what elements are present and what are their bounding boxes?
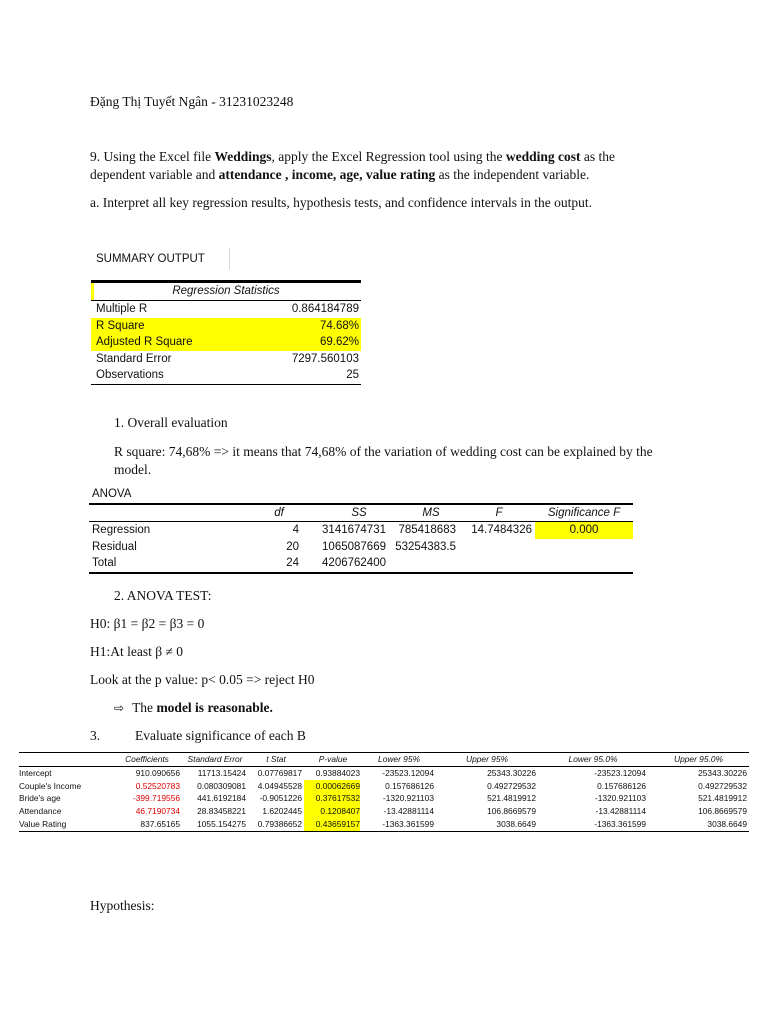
null-hypothesis: H0: β1 = β2 = β3 = 0	[90, 616, 205, 631]
summary-value: 69.62%	[319, 336, 359, 348]
question-line-2	[90, 166, 589, 184]
coefficients-table	[19, 752, 749, 832]
summary-row	[91, 301, 361, 318]
anova-ms: 53254383.5	[395, 540, 456, 553]
anova-df: 4	[292, 524, 299, 536]
question-text-4: dependent variable and	[90, 167, 219, 182]
question-text-5: as the independent variable.	[435, 167, 590, 182]
coef-header: t Stat	[266, 754, 286, 764]
section-2-heading: 2. ANOVA TEST:	[114, 588, 212, 603]
coef-upper-95-0: 25343.30226	[698, 767, 747, 778]
anova-table	[89, 486, 633, 574]
anova-header-df: df	[274, 506, 284, 519]
question-independent-vars: attendance , income, age, value rating	[218, 167, 436, 182]
summary-header-row	[91, 283, 361, 301]
coef-lower-95-0: -1363.361599	[594, 818, 646, 829]
coef-std-error: 1055.154275	[197, 818, 246, 829]
anova-row	[89, 539, 633, 556]
summary-header: Regression Statistics	[172, 285, 280, 297]
author-line: Đặng Thị Tuyết Ngân - 31231023248	[90, 94, 294, 109]
coef-p-value: 0.37617532	[304, 792, 360, 805]
coef-lower-95: -1320.921103	[382, 793, 434, 804]
coef-upper-95-0: 521.4819912	[698, 793, 747, 804]
anova-header-ms: MS	[422, 506, 440, 519]
coef-p-value: 0.1208407	[304, 805, 360, 818]
summary-value: 25	[346, 369, 359, 381]
coef-upper-95: 521.4819912	[487, 793, 536, 804]
coef-upper-95: 0.492729532	[487, 780, 536, 791]
coef-variable: Value Rating	[19, 818, 67, 829]
coef-lower-95-0: -23523.12094	[594, 767, 646, 778]
coef-t-stat: 0.79386652	[257, 818, 302, 829]
coef-upper-95-0: 3038.6649	[707, 818, 747, 829]
anova-significance-f: 0.000	[535, 522, 633, 539]
coef-row	[19, 805, 749, 818]
section-3-heading: Evaluate significance of each B	[135, 728, 306, 743]
anova-df: 20	[286, 540, 299, 553]
anova-row	[89, 522, 633, 539]
anova-source: Residual	[92, 540, 137, 553]
coef-variable: Intercept	[19, 767, 52, 778]
coef-upper-95: 25343.30226	[487, 767, 536, 778]
coef-value: 837.65165	[140, 818, 180, 829]
coef-upper-95: 3038.6649	[496, 818, 536, 829]
coef-lower-95: -1363.361599	[382, 818, 434, 829]
p-value-rule: Look at the p value: p< 0.05 => reject H0	[90, 672, 315, 687]
coef-lower-95: -23523.12094	[382, 767, 434, 778]
anova-title-row	[89, 486, 633, 503]
question-text-3: as the	[580, 149, 615, 164]
summary-label: Adjusted R Square	[96, 336, 193, 348]
coef-t-stat: 1.6202445	[262, 806, 302, 817]
summary-title-row	[91, 248, 230, 270]
anova-ss: 1065087669	[322, 540, 386, 553]
coef-row	[19, 767, 749, 780]
coef-value: -399.719556	[132, 793, 180, 804]
hypothesis-label: Hypothesis:	[90, 898, 155, 913]
anova-ss: 4206762400	[322, 557, 386, 569]
question-text-1: Using the Excel file	[100, 149, 215, 164]
arrow-icon: ⇨	[114, 701, 125, 715]
anova-header-significance-f: Significance F	[547, 506, 621, 519]
coef-lower-95-0: -1320.921103	[594, 793, 646, 804]
coef-t-stat: -0.9051226	[259, 793, 302, 804]
coef-lower-95-0: 0.157686126	[597, 780, 646, 791]
section-1-heading: 1. Overall evaluation	[114, 415, 228, 430]
coef-std-error: 11713.15424	[197, 767, 246, 778]
summary-value: 7297.560103	[291, 352, 359, 365]
part-a-instruction: a. Interpret all key regression results, hypothesis tests, and confidence intervals in the output.	[90, 195, 592, 210]
coef-header: Upper 95.0%	[674, 754, 723, 764]
coef-variable: Couple's Income	[19, 780, 82, 791]
anova-ms: 785418683	[398, 524, 456, 536]
question-number: 9.	[90, 149, 101, 164]
coef-header: Standard Error	[187, 754, 243, 764]
summary-output-table	[91, 248, 361, 385]
coef-row	[19, 818, 749, 832]
anova-source: Total	[92, 557, 117, 569]
anova-ss: 3141674731	[322, 524, 386, 536]
coef-std-error: 0.080309081	[197, 780, 246, 791]
summary-label: R Square	[96, 319, 145, 332]
question-text-2: , apply the Excel Regression tool using the	[271, 149, 506, 164]
conclusion-prefix: The	[132, 700, 157, 715]
coef-row	[19, 792, 749, 805]
summary-row	[91, 334, 361, 351]
coef-variable: Attendance	[19, 806, 62, 817]
coef-p-value: 0.00062669	[304, 780, 360, 793]
summary-value: 74.68%	[319, 319, 359, 332]
coef-header: Upper 95%	[466, 754, 508, 764]
summary-row	[91, 367, 361, 385]
summary-row	[91, 318, 361, 335]
question-line-1	[90, 148, 615, 166]
coef-std-error: 28.83458221	[197, 806, 246, 817]
summary-label: Observations	[96, 369, 164, 381]
coef-upper-95-0: 106.8669579	[698, 806, 747, 817]
summary-title: SUMMARY OUTPUT	[96, 253, 205, 265]
summary-label: Multiple R	[96, 303, 148, 315]
alternative-hypothesis: H1:At least β ≠ 0	[90, 644, 184, 659]
conclusion-line	[114, 699, 273, 717]
anova-header-f: F	[495, 506, 503, 519]
anova-f: 14.7484326	[471, 524, 532, 536]
section-3-number: 3.	[90, 728, 101, 743]
section-1-text: R square: 74,68% => it means that 74,68% of the variation of wedding cost can be explained by the model.	[114, 444, 653, 477]
anova-header-ss: SS	[351, 506, 367, 519]
anova-header-row	[89, 503, 633, 523]
coef-lower-95-0: -13.42881114	[595, 806, 646, 817]
coef-t-stat: 4.04945528	[257, 780, 302, 791]
coef-lower-95: 0.157686126	[385, 780, 434, 791]
coef-value: 0.52520783	[135, 780, 180, 791]
coef-variable: Bride's age	[19, 793, 61, 804]
coef-t-stat: 0.07769817	[257, 767, 302, 778]
coef-header: Coefficients	[125, 754, 169, 764]
question-file-name: Weddings	[214, 149, 272, 164]
coef-value: 910.090656	[135, 767, 180, 778]
coef-upper-95-0: 0.492729532	[698, 780, 747, 791]
coef-lower-95: -13.42881114	[383, 806, 434, 817]
coef-header-row	[19, 752, 749, 767]
coef-row	[19, 780, 749, 793]
conclusion-text: model is reasonable.	[156, 700, 273, 715]
anova-row	[89, 555, 633, 574]
anova-title: ANOVA	[92, 488, 132, 500]
summary-row	[91, 351, 361, 368]
question-dependent-var: wedding cost	[505, 149, 581, 164]
coef-std-error: 441.6192184	[197, 793, 246, 804]
anova-df: 24	[286, 557, 299, 569]
coef-upper-95: 106.8669579	[487, 806, 536, 817]
coef-p-value: 0.93884023	[315, 767, 360, 778]
coef-header: P-value	[318, 754, 348, 764]
coef-header: Lower 95.0%	[568, 754, 618, 764]
coef-value: 46.7190734	[135, 806, 180, 817]
coef-header: Lower 95%	[378, 754, 420, 764]
summary-label: Standard Error	[96, 352, 172, 365]
summary-value: 0.864184789	[291, 303, 359, 315]
anova-source: Regression	[92, 524, 151, 536]
coef-p-value: 0.43659157	[304, 818, 360, 831]
